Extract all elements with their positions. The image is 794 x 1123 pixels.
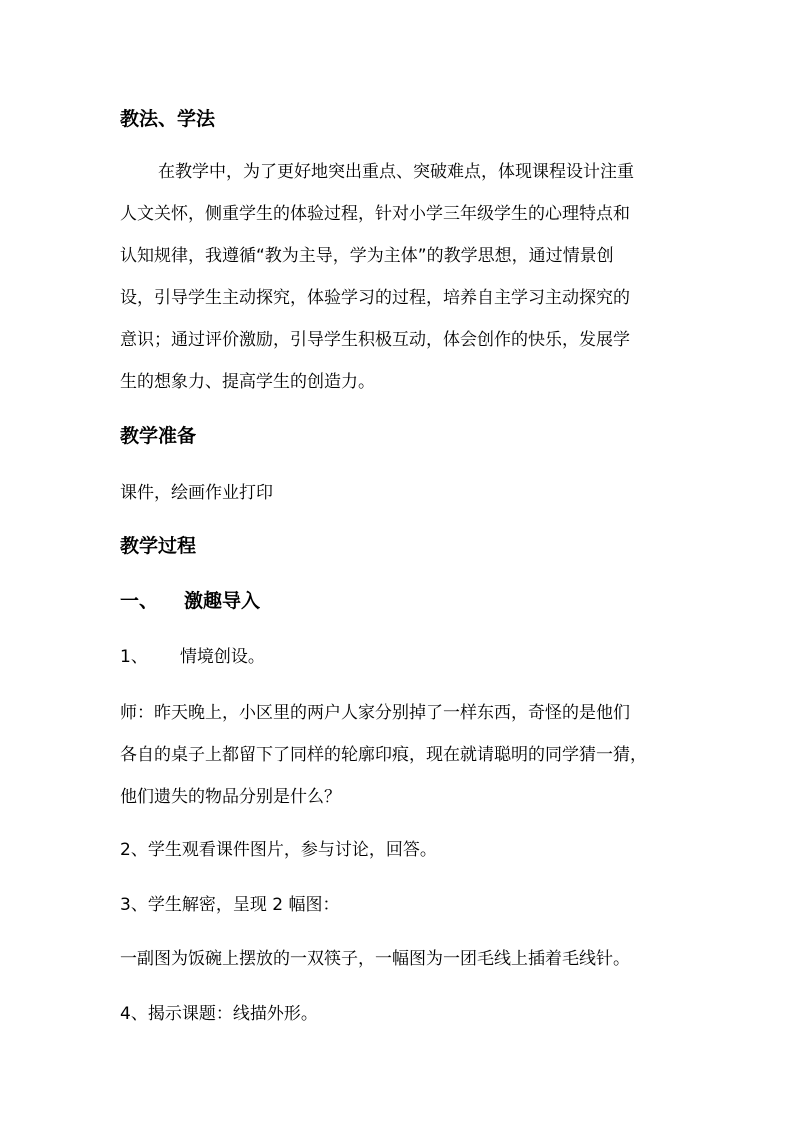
- teacher-line-2: 各自的桌子上都留下了同样的轮廓印痕，现在就请聪明的同学猜一猜，: [120, 745, 647, 765]
- paragraph-line-4: 设，引导学生主动探究，体验学习的过程，培养自主学习主动探究的: [120, 288, 630, 308]
- paragraph-line-5: 意识；通过评价激励，引导学生积极互动，体会创作的快乐，发展学: [120, 330, 630, 350]
- item-1-number: 1、: [120, 647, 148, 667]
- paragraph-line-6: 生的想象力、提高学生的创造力。: [120, 372, 375, 392]
- paragraph-line-2: 人文关怀，侧重学生的体验过程，针对小学三年级学生的心理特点和: [120, 204, 630, 224]
- section-heading-preparation: 教学准备: [120, 425, 197, 447]
- preparation-text: 课件，绘画作业打印: [120, 483, 273, 503]
- item-4: 4、揭示课题：线描外形。: [120, 1004, 318, 1024]
- paragraph-line-3: 认知规律，我遵循“教为主导，学为主体”的教学思想，通过情景创: [120, 246, 614, 266]
- subheading-text: 激趣导入: [184, 590, 261, 612]
- section-heading-process: 教学过程: [120, 535, 197, 557]
- item-3: 3、学生解密，呈现 2 幅图：: [120, 895, 340, 915]
- item-1-text: 情境创设。: [179, 647, 265, 667]
- section-heading-methods: 教法、学法: [120, 108, 216, 130]
- teacher-line-1: 师：昨天晚上，小区里的两户人家分别掉了一样东西，奇怪的是他们: [120, 703, 630, 723]
- item-1: [120, 646, 265, 668]
- item-2: 2、学生观看课件图片，参与讨论，回答。: [120, 840, 437, 860]
- teacher-line-3: 他们遗失的物品分别是什么？: [120, 787, 341, 807]
- subheading-intro: [120, 590, 260, 612]
- subheading-number: 一、: [120, 590, 159, 612]
- paragraph-line-1: 在教学中，为了更好地突出重点、突破难点，体现课程设计注重: [158, 162, 634, 182]
- item-3-detail: 一副图为饭碗上摆放的一双筷子，一幅图为一团毛线上插着毛线针。: [120, 949, 630, 969]
